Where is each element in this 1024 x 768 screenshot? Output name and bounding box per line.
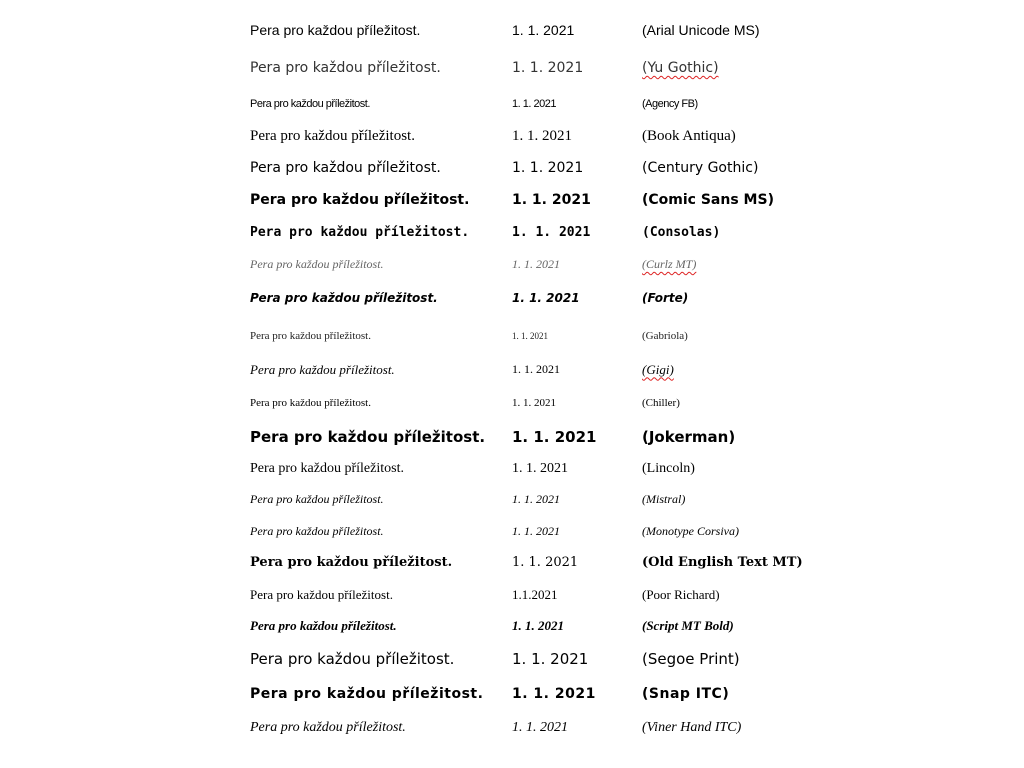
sample-date: 1. 1. 2021 <box>512 617 564 633</box>
sample-date: 1. 1. 2021 <box>512 257 560 271</box>
font-name-label: (Segoe Print) <box>642 649 740 668</box>
sample-date: 1. 1. 2021 <box>512 461 568 476</box>
sample-date: 1. 1. 2021 <box>512 554 579 570</box>
font-row-agency-fb <box>0 90 1024 118</box>
sample-text: Pera pro každou příležitost. <box>250 361 395 377</box>
sample-date: 1. 1. 2021 <box>512 720 568 735</box>
sample-text: Pera pro každou příležitost. <box>250 60 441 76</box>
sample-text: Pera pro každou příležitost. <box>250 291 438 305</box>
sample-date: 1. 1. 2021 <box>512 291 580 305</box>
font-row-gigi <box>0 355 1024 383</box>
font-row-chiller <box>0 389 1024 417</box>
font-name-label: (Chiller) <box>642 396 680 409</box>
font-row-snap-itc <box>0 680 1024 708</box>
sample-text: Pera pro každou příležitost. <box>250 586 393 602</box>
font-name-label: (Century Gothic) <box>642 160 759 176</box>
font-row-lincoln <box>0 455 1024 483</box>
sample-date: 1. 1. 2021 <box>512 649 589 668</box>
sample-text: Pera pro každou příležitost. <box>250 554 453 570</box>
font-row-viner-hand-itc <box>0 714 1024 742</box>
sample-text: Pera pro každou příležitost. <box>250 524 384 538</box>
sample-date: 1. 1. 2021 <box>512 97 556 110</box>
sample-text: Pera pro každou příležitost. <box>250 160 441 176</box>
sample-text: Pera pro každou příležitost. <box>250 686 484 702</box>
font-name-label: (Jokerman) <box>642 427 736 446</box>
sample-text: Pera pro každou příležitost. <box>250 97 370 110</box>
sample-text: Pera pro každou příležitost. <box>250 617 397 633</box>
sample-date: 1. 1. 2021 <box>512 60 584 76</box>
font-name-label: (Old English Text MT) <box>642 554 803 570</box>
sample-date: 1. 1. 2021 <box>512 127 572 144</box>
sample-text: Pera pro každou příležitost. <box>250 192 470 208</box>
font-name-label: (Poor Richard) <box>642 586 720 602</box>
font-name-label: (Yu Gothic) <box>642 60 719 76</box>
font-name-label: (Consolas) <box>642 224 721 240</box>
font-row-monotype-corsiva <box>0 517 1024 545</box>
sample-text: Pera pro každou příležitost. <box>250 720 406 735</box>
sample-text: Pera pro každou příležitost. <box>250 127 415 144</box>
font-name-label: (Book Antiqua) <box>642 127 736 144</box>
font-name-label: (Comic Sans MS) <box>642 192 774 208</box>
font-row-gabriola <box>0 322 1024 350</box>
font-row-old-english-text-mt <box>0 548 1024 576</box>
sample-text: Pera pro každou příležitost. <box>250 22 421 38</box>
font-name-label: (Viner Hand ITC) <box>642 720 742 735</box>
sample-date: 1. 1. 2021 <box>512 224 591 240</box>
sample-text: Pera pro každou příležitost. <box>250 224 470 240</box>
sample-date: 1. 1. 2021 <box>512 330 548 341</box>
font-row-forte <box>0 284 1024 312</box>
font-name-label: (Snap ITC) <box>642 686 730 702</box>
font-row-arial-unicode-ms <box>0 16 1024 44</box>
sample-text: Pera pro každou příležitost. <box>250 257 384 271</box>
sample-date: 1. 1. 2021 <box>512 396 556 409</box>
font-row-century-gothic <box>0 154 1024 182</box>
font-row-yu-gothic <box>0 54 1024 82</box>
font-row-book-antiqua <box>0 122 1024 150</box>
font-name-label: (Curlz MT) <box>642 257 697 271</box>
sample-date: 1. 1. 2021 <box>512 427 597 446</box>
font-row-consolas <box>0 218 1024 246</box>
font-name-label: (Mistral) <box>642 492 686 506</box>
font-row-mistral <box>0 485 1024 513</box>
sample-text: Pera pro každou příležitost. <box>250 649 455 668</box>
sample-text: Pera pro každou příležitost. <box>250 461 404 476</box>
sample-date: 1. 1. 2021 <box>512 524 560 538</box>
font-name-label: (Arial Unicode MS) <box>642 22 760 38</box>
sample-date: 1. 1. 2021 <box>512 22 575 38</box>
font-name-label: (Lincoln) <box>642 461 695 476</box>
sample-date: 1. 1. 2021 <box>512 492 560 506</box>
sample-text: Pera pro každou příležitost. <box>250 427 486 446</box>
font-row-poor-richard <box>0 580 1024 608</box>
font-name-label: (Script MT Bold) <box>642 617 734 633</box>
sample-text: Pera pro každou příležitost. <box>250 492 384 506</box>
sample-date: 1. 1. 2021 <box>512 192 591 208</box>
font-row-jokerman <box>0 423 1024 451</box>
sample-text: Pera pro každou příležitost. <box>250 396 371 409</box>
font-name-label: (Monotype Corsiva) <box>642 524 739 538</box>
font-name-label: (Forte) <box>642 291 689 305</box>
font-row-segoe-print <box>0 645 1024 673</box>
font-row-comic-sans-ms <box>0 186 1024 214</box>
sample-date: 1. 1. 2021 <box>512 362 560 376</box>
font-name-label: (Agency FB) <box>642 97 698 110</box>
font-row-script-mt-bold <box>0 611 1024 639</box>
sample-text: Pera pro každou příležitost. <box>250 329 371 342</box>
font-name-label: (Gabriola) <box>642 329 688 342</box>
sample-date: 1. 1. 2021 <box>512 160 584 176</box>
sample-date: 1.1.2021 <box>512 586 558 602</box>
font-row-curlz-mt <box>0 250 1024 278</box>
sample-date: 1. 1. 2021 <box>512 686 596 702</box>
font-name-label: (Gigi) <box>642 361 674 377</box>
